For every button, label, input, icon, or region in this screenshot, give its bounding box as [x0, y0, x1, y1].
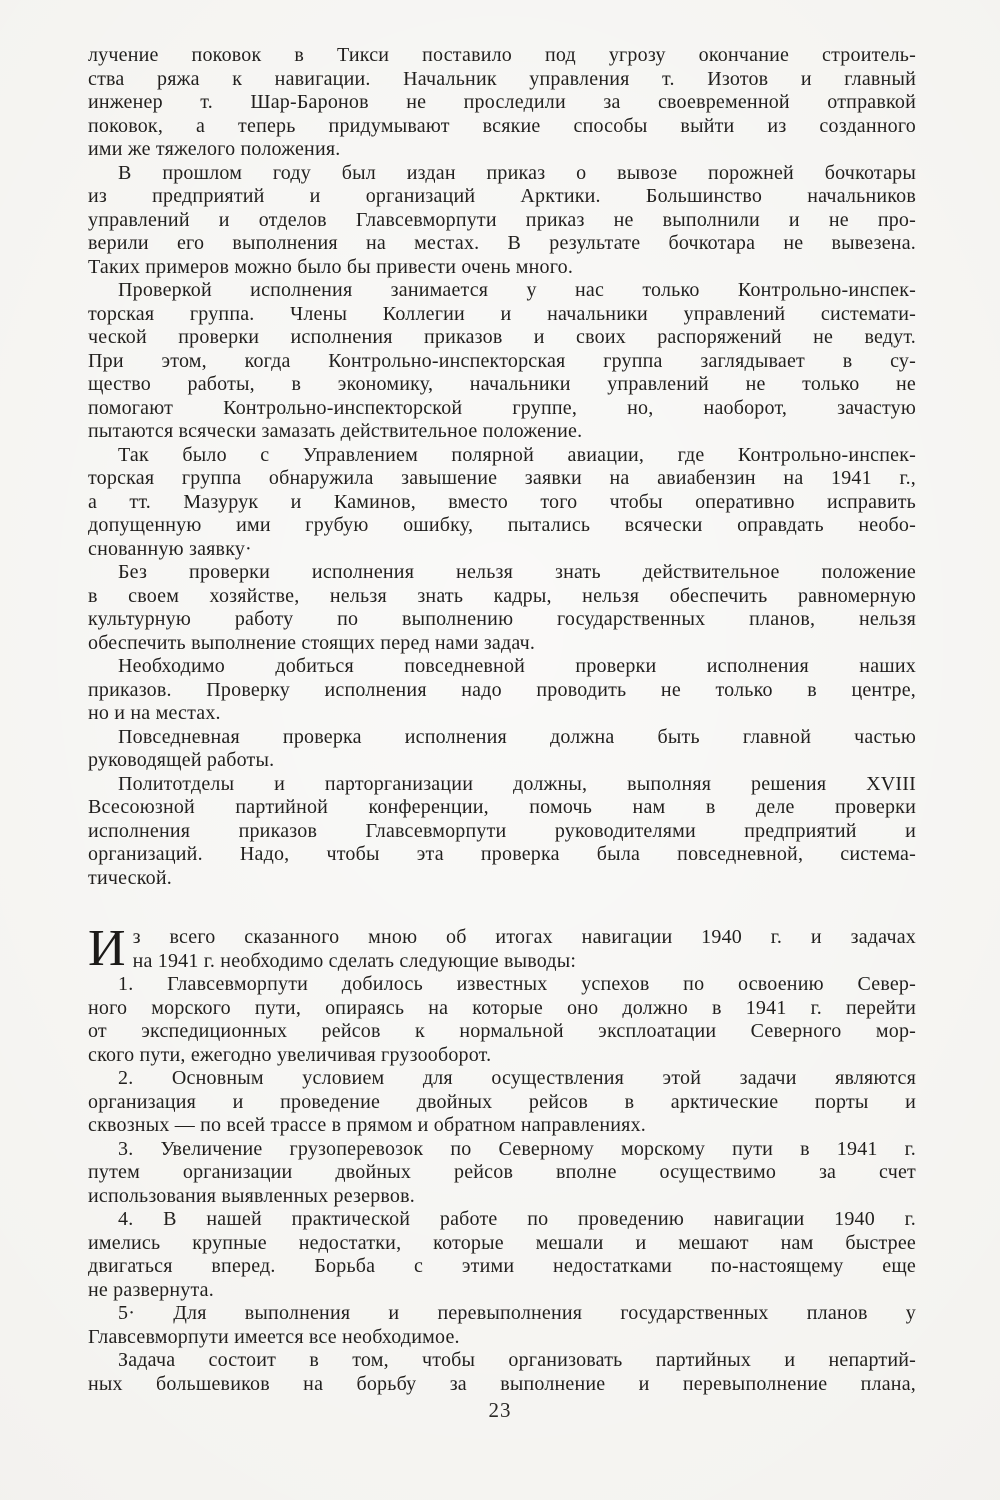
text-line: пытаются всячески замазать действительное положение.	[88, 420, 583, 442]
paragraph	[88, 444, 916, 562]
text-line: Политотделы и парторганизации должны, выполняя решения XVIII	[118, 772, 916, 795]
text-line: При этом, когда Контрольно-инспекторская группа заглядывает в су-	[88, 349, 916, 372]
paragraph	[88, 1208, 916, 1302]
paragraph	[88, 1138, 916, 1209]
text-line: снованную заявку·	[88, 537, 252, 560]
text-line: сквозных — по всей трассе в прямом и обратном направлениях.	[88, 1114, 646, 1136]
text-line: исполнения приказов Главсевморпути руководителями предприятий и	[88, 819, 916, 842]
text-line: организаций. Надо, чтобы эта проверка была повседневной, система-	[88, 843, 916, 865]
text-line: торская группа обнаружила завышение заявки на авиабензин на 1941 г.,	[88, 467, 916, 489]
text-line: руководящей работы.	[88, 749, 275, 771]
text-line: 5· Для выполнения и перевыполнения государственных планов у	[118, 1302, 916, 1324]
text-line: допущенную ими грубую ошибку, пытались всячески оправдать необо-	[88, 514, 916, 536]
text-line: ных большевиков на борьбу за выполнение и перевыполнение плана,	[88, 1372, 916, 1395]
text-line: от экспедиционных рейсов к нормальной эксплоатации Северного мор-	[88, 1020, 916, 1042]
text-line: из предприятий и организаций Арктики. Большинство начальников	[88, 185, 916, 207]
text-line: Главсевморпути имеется все необходимое.	[88, 1325, 460, 1348]
text-line: приказов. Проверку исполнения надо проводить не только в центре,	[88, 678, 916, 701]
text-line: ского пути, ежегодно увеличивая грузооборот.	[88, 1043, 492, 1066]
text-line: Таких примеров можно было бы привести очень много.	[88, 255, 574, 278]
paragraph	[88, 773, 916, 891]
text-line: 3. Увеличение грузоперевозок по Северному морскому пути в 1941 г.	[118, 1137, 916, 1160]
text-line: торская группа. Члены Коллегии и начальники управлений системати-	[88, 302, 916, 325]
text-line: щество работы, в экономику, начальники управлений не только не	[88, 373, 916, 395]
text-line: лучение поковок в Тикси поставило под угрозу окончание строитель-	[88, 44, 916, 66]
text-line: управлений и отделов Главсевморпути приказ не выполнили и не про-	[88, 208, 916, 231]
page-number: 23	[488, 1398, 512, 1422]
text-line: 1. Главсевморпути добилось известных успехов по освоению Север-	[118, 973, 916, 995]
text-line: помогают Контрольно-инспекторской группе, но, наоборот, зачастую	[88, 396, 916, 419]
text-line: в своем хозяйстве, нельзя знать кадры, нельзя обеспечить равномерную	[88, 584, 916, 607]
paragraph	[88, 726, 916, 773]
text-line: инженер т. Шар-Баронов не проследили за своевременной отправкой	[88, 91, 916, 113]
text-line: Проверкой исполнения занимается у нас только Контрольно-инспек-	[118, 279, 916, 301]
text-line: ства ряжа к навигации. Начальник управления т. Изотов и главный	[88, 67, 916, 90]
text-line: обеспечить выполнение стоящих перед нами задач.	[88, 631, 536, 654]
text-line: поковок, а теперь придумывают всякие способы выйти из созданного	[88, 114, 916, 137]
paragraph	[88, 973, 916, 1067]
text-line: 2. Основным условием для осуществления этой задачи являются	[118, 1067, 916, 1089]
drop-cap-letter: И	[88, 920, 126, 977]
text-line: культурную работу по выполнению государственных планов, нельзя	[88, 608, 916, 630]
paragraph	[88, 44, 916, 162]
text-line: 4. В нашей практической работе по проведению навигации 1940 г.	[118, 1208, 916, 1230]
text-line: В прошлом году был издан приказ о вывозе порожней бочкотары	[118, 161, 916, 184]
text-line: Так было с Управлением полярной авиации, где Контрольно-инспек-	[118, 443, 916, 466]
text-line: путем организации двойных рейсов вполне осуществимо за счет	[88, 1161, 916, 1183]
text-line: тической.	[88, 866, 172, 889]
text-line: ческой проверки исполнения приказов и своих распоряжений не ведут.	[88, 326, 916, 348]
text-line: двигаться вперед. Борьба с этими недостатками по-настоящему еще	[88, 1255, 916, 1277]
text-line: не развернута.	[88, 1278, 214, 1301]
paragraph	[88, 920, 916, 977]
text-line: Задача состоит в том, чтобы организовать партийных и непартий-	[118, 1349, 916, 1371]
text-line: но и на местах.	[88, 702, 221, 724]
text-block	[88, 44, 916, 1396]
text-line: имелись крупные недостатки, которые мешали и мешают нам быстрее	[88, 1231, 916, 1254]
text-line: на 1941 г. необходимо сделать следующие выводы:	[132, 949, 577, 972]
paragraph	[88, 1302, 916, 1349]
text-line: а тт. Мазурук и Каминов, вместо того чтобы оперативно исправить	[88, 490, 916, 513]
text-line: Необходимо добиться повседневной проверки исполнения наших	[118, 655, 916, 677]
text-line: использования выявленных резервов.	[88, 1184, 415, 1207]
text-line: ими же тяжелого положения.	[88, 138, 341, 160]
text-line: Повседневная проверка исполнения должна быть главной частью	[118, 725, 916, 748]
paragraph	[88, 655, 916, 726]
text-line: верили его выполнения на местах. В результате бочкотара не вывезена.	[88, 232, 916, 254]
paragraph	[88, 561, 916, 655]
paragraph	[88, 1067, 916, 1138]
text-line: з всего сказанного мною об итогах навигации 1940 г. и задачах	[132, 926, 916, 948]
text-line: ного морского пути, опираясь на которые оно должно в 1941 г. перейти	[88, 996, 916, 1019]
paragraph	[88, 162, 916, 280]
text-line: Всесоюзной партийной конференции, помочь нам в деле проверки	[88, 796, 916, 818]
text-line: Без проверки исполнения нельзя знать действительное положение	[118, 561, 916, 583]
text-line: организация и проведение двойных рейсов в арктические порты и	[88, 1090, 916, 1113]
paragraph	[88, 1349, 916, 1396]
paragraph	[88, 279, 916, 444]
